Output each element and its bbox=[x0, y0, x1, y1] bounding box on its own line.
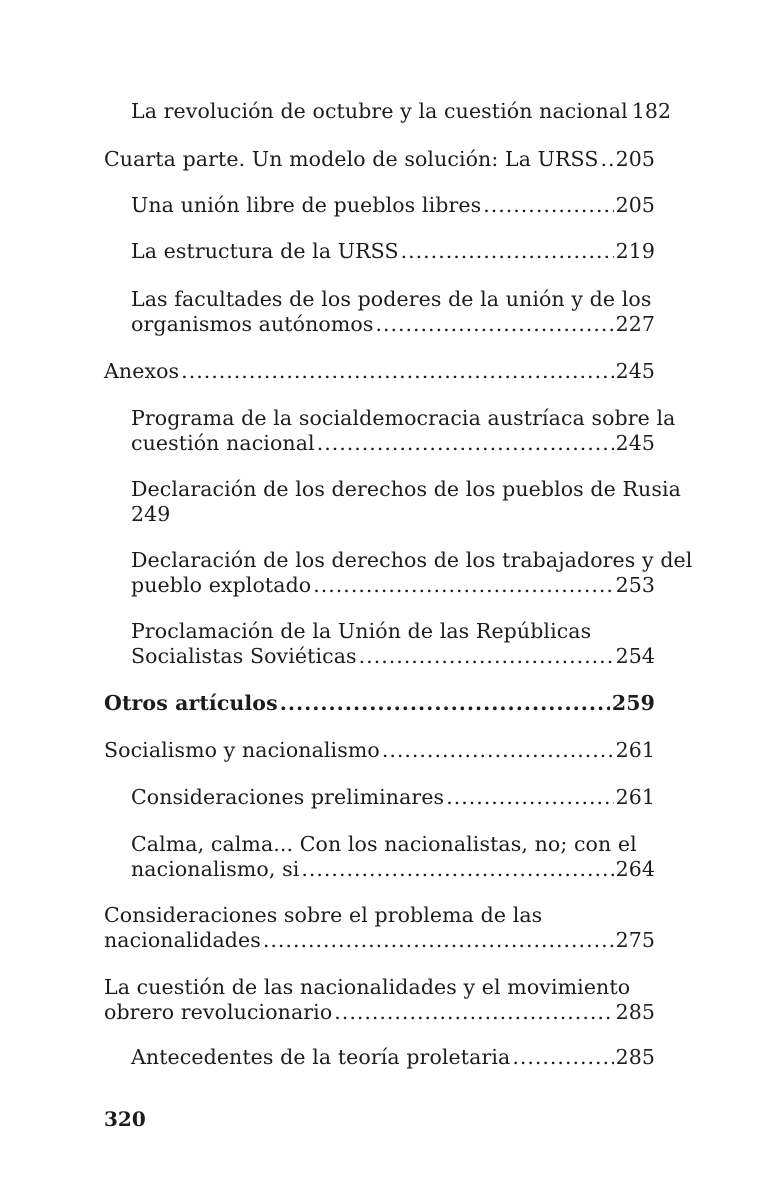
toc-title: Socialismo y nacionalismo bbox=[104, 738, 380, 762]
toc-entry bbox=[104, 785, 655, 810]
toc-row bbox=[104, 1000, 655, 1025]
toc-page-number: 259 bbox=[611, 691, 655, 715]
toc-page-number: 285 bbox=[615, 1045, 655, 1069]
toc-page-number: 261 bbox=[615, 785, 655, 809]
toc-title-line: Las facultades de los poderes de la unión y de los bbox=[131, 287, 652, 311]
toc-page-number: 254 bbox=[615, 643, 655, 668]
toc-page-number: 245 bbox=[615, 359, 655, 383]
toc-row bbox=[104, 928, 655, 953]
toc-title: nacionalismo, si bbox=[131, 856, 300, 881]
toc-title: organismos autónomos bbox=[131, 311, 374, 336]
toc-title: cuestión nacional bbox=[131, 430, 315, 455]
toc-row bbox=[131, 312, 655, 337]
toc-title: Cuarta parte. Un modelo de solución: La URSS bbox=[104, 147, 599, 171]
toc-row bbox=[131, 239, 655, 264]
toc-leader bbox=[375, 312, 613, 337]
toc-page-number: 275 bbox=[615, 927, 655, 952]
toc-page-number: 249 bbox=[131, 501, 171, 526]
toc-entry bbox=[104, 738, 655, 763]
toc-leader bbox=[334, 1000, 613, 1025]
toc-leader bbox=[483, 193, 613, 218]
toc-leader bbox=[512, 1045, 613, 1070]
toc-row bbox=[104, 359, 655, 384]
toc-row bbox=[131, 785, 655, 810]
toc-title: Una unión libre de pueblos libres bbox=[131, 193, 482, 217]
toc-entry bbox=[104, 619, 655, 668]
toc-title: Otros artículos bbox=[104, 691, 278, 715]
toc-page-number: 264 bbox=[615, 856, 655, 881]
toc-leader bbox=[280, 691, 610, 716]
toc-page-number: 261 bbox=[615, 738, 655, 762]
toc-leader bbox=[382, 738, 614, 763]
toc-leader bbox=[313, 573, 613, 598]
toc-entry bbox=[104, 287, 655, 336]
toc-title: La revolución de octubre y la cuestión nacional bbox=[131, 99, 628, 123]
toc-title-line: Proclamación de la Unión de las Repúblicas bbox=[131, 619, 592, 643]
toc-section-entry bbox=[104, 691, 655, 716]
toc-row bbox=[104, 147, 655, 172]
toc-leader bbox=[263, 928, 614, 953]
toc-title-line: Calma, calma... Con los nacionalistas, no; con el bbox=[131, 832, 637, 856]
toc-leader bbox=[181, 359, 613, 384]
toc-leader bbox=[600, 147, 613, 172]
toc-page-number: 245 bbox=[615, 430, 655, 455]
toc-page-number: 182 bbox=[631, 99, 672, 123]
toc-leader bbox=[446, 785, 613, 810]
toc-leader bbox=[317, 431, 614, 456]
toc-title: obrero revolucionario bbox=[104, 999, 333, 1024]
toc-entry bbox=[104, 99, 672, 124]
toc-title: nacionalidades bbox=[104, 927, 261, 952]
toc-page-number: 219 bbox=[615, 239, 655, 263]
toc-title-line: Programa de la socialdemocracia austríaca sobre la bbox=[131, 406, 676, 430]
toc-title-line: La cuestión de las nacionalidades y el movimiento bbox=[104, 975, 631, 999]
toc-entry bbox=[104, 406, 676, 455]
toc-title: La estructura de la URSS bbox=[131, 239, 399, 263]
toc-title: pueblo explotado bbox=[131, 572, 312, 597]
toc-row bbox=[131, 1045, 655, 1070]
toc-page-number: 285 bbox=[615, 999, 655, 1024]
toc-entry bbox=[104, 548, 693, 597]
toc-row bbox=[104, 738, 655, 763]
toc-entry bbox=[104, 832, 655, 881]
page-number: 320 bbox=[104, 1107, 146, 1131]
toc-leader bbox=[301, 857, 613, 882]
toc-entry bbox=[104, 1045, 655, 1070]
toc-title-line: Declaración de los derechos de los pueblos de Rusia bbox=[131, 477, 681, 501]
toc-leader bbox=[401, 239, 614, 264]
toc-entry bbox=[104, 359, 655, 384]
toc-row bbox=[131, 644, 655, 669]
toc-row bbox=[131, 857, 655, 882]
toc-title: Socialistas Soviéticas bbox=[131, 643, 357, 668]
toc-leader bbox=[359, 644, 614, 669]
toc-page-number: 253 bbox=[615, 572, 655, 597]
toc-title-line: Declaración de los derechos de los trabajadores y del bbox=[131, 548, 693, 572]
toc-row bbox=[131, 99, 672, 124]
toc-row bbox=[131, 573, 655, 598]
toc-entry bbox=[104, 975, 655, 1024]
toc-row bbox=[104, 691, 655, 716]
toc-title: Antecedentes de la teoría proletaria bbox=[131, 1045, 511, 1069]
toc-title: Consideraciones preliminares bbox=[131, 785, 445, 809]
toc-entry bbox=[104, 477, 681, 526]
toc-title-line: Consideraciones sobre el problema de las bbox=[104, 903, 543, 927]
toc-page-number: 205 bbox=[615, 193, 655, 217]
toc-entry bbox=[104, 903, 655, 952]
toc-entry bbox=[104, 239, 655, 264]
toc-page-number: 227 bbox=[615, 311, 655, 336]
toc-row bbox=[131, 193, 655, 218]
toc-page-number: 205 bbox=[615, 147, 655, 171]
toc-row bbox=[131, 431, 655, 456]
toc-entry bbox=[104, 193, 655, 218]
toc-title: Anexos bbox=[104, 359, 180, 383]
toc-entry bbox=[104, 147, 655, 172]
